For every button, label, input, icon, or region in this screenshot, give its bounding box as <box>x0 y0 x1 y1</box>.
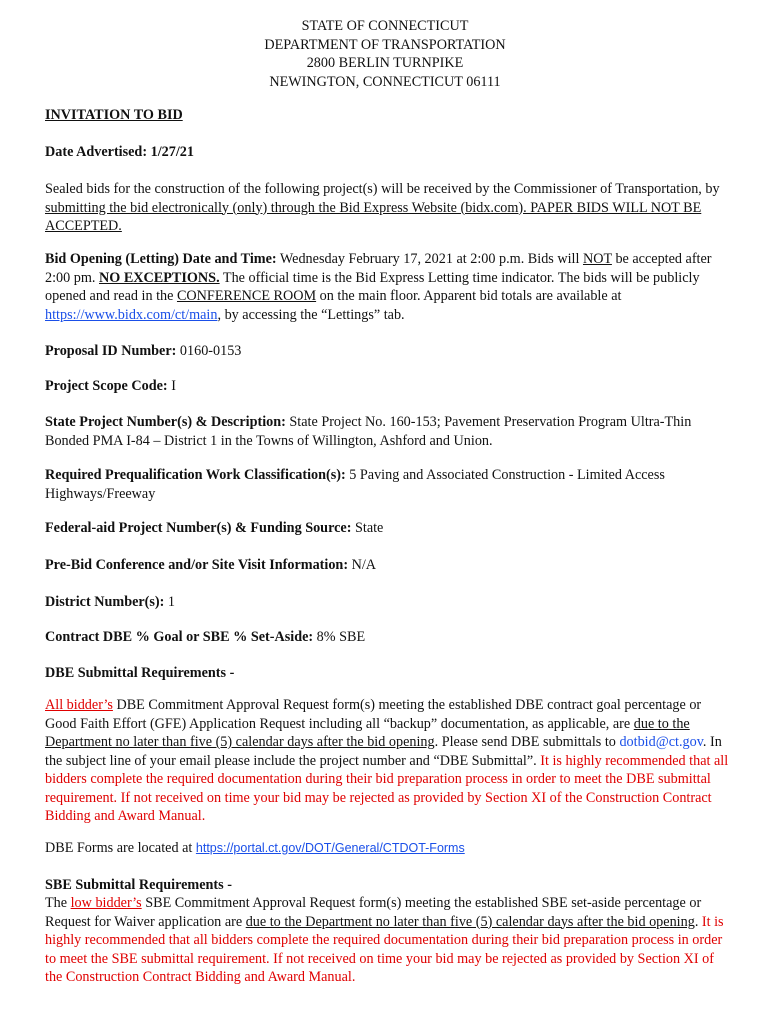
dbe-forms-line: DBE Forms are located at https://portal.ct.gov/DOT/General/CTDOT-Forms <box>45 840 465 856</box>
federal-aid-funding: Federal-aid Project Number(s) & Funding Source: State <box>45 520 384 536</box>
invitation-title: INVITATION TO BID <box>45 107 183 123</box>
state-project-description: State Project Number(s) & Description: State Project No. 160-153; Pavement Preservation Program Ultra-Thin Bonded PMA I-84 – District 1 in the Towns of Willington, Ashford and Union. <box>45 414 692 449</box>
proposal-id: Proposal ID Number: 0160-0153 <box>45 343 242 359</box>
dbe-requirements-paragraph: All bidder’s DBE Commitment Approval Request form(s) meeting the established DBE contract goal percentage or Good Faith Effort (GFE) Application Request including all “backup” documentation, as applicable, are due to the Department no later than five (5) calendar days after the bid opening. Please send DBE submittals to dotbid@ct.gov. In the subject line of your email please include the project number and “DBE Submittal”. It is highly recommended that all bidders complete the required documentation during their bid preparation process in order to meet the DBE submittal requirement. If not received on time your bid may be rejected as provided by Section XI of the Construction Contract Bidding and Award Manual. <box>45 697 729 824</box>
sbe-requirements-paragraph: The low bidder’s SBE Commitment Approval Request form(s) meeting the established SBE set-aside percentage or Request for Waiver application are due to the Department no later than five (5) calendar days after the bid opening. It is highly recommended that all bidders complete the required documentation during their bid preparation process in order to meet the SBE submittal requirement. If not received on time your bid may be rejected as provided by Section XI of the Construction Contract Bidding and Award Manual. <box>45 895 724 985</box>
agency-header <box>0 0 770 91</box>
sealed-bids-paragraph: Sealed bids for the construction of the following project(s) will be received by the Commissioner of Transportation, by submitting the bid electronically (only) through the Bid Express Website (bidx.com). PAPER BIDS WILL NOT BE ACCEPTED. <box>45 181 720 234</box>
sbe-requirements-heading: SBE Submittal Requirements - <box>45 877 232 893</box>
pre-bid-conference: Pre-Bid Conference and/or Site Visit Information: N/A <box>45 557 377 573</box>
date-advertised: Date Advertised: 1/27/21 <box>45 144 194 160</box>
bid-opening-paragraph: Bid Opening (Letting) Date and Time: Wednesday February 17, 2021 at 2:00 p.m. Bids will NOT be accepted after 2:00 pm. NO EXCEPTIONS. The official time is the Bid Express Letting time indicator. The bids will be publicly opened and read in the CONFERENCE ROOM on the main floor. Apparent bid totals are available at https://www.bidx.com/ct/main, by accessing the “Lettings” tab. <box>45 251 712 323</box>
district-number: District Number(s): 1 <box>45 594 176 610</box>
dbe-goal: Contract DBE % Goal or SBE % Set-Aside: 8% SBE <box>45 629 366 645</box>
header-line-state: STATE OF CONNECTICUT <box>301 18 469 34</box>
header-line-department: DEPARTMENT OF TRANSPORTATION <box>264 36 506 53</box>
header-line-city: NEWINGTON, CONNECTICUT 06111 <box>269 73 501 90</box>
ctdot-forms-link[interactable]: https://portal.ct.gov/DOT/General/CTDOT-Forms <box>195 841 465 855</box>
header-line-street: 2800 BERLIN TURNPIKE <box>306 55 464 71</box>
dbe-requirements-heading: DBE Submittal Requirements - <box>45 665 235 681</box>
dotbid-email-link[interactable]: dotbid@ct.gov <box>619 734 703 750</box>
prequalification-classification: Required Prequalification Work Classification(s): 5 Paving and Associated Construction - Limited Access Highways/Freeway <box>45 467 665 502</box>
bidx-lettings-link[interactable]: https://www.bidx.com/ct/main <box>45 306 218 323</box>
project-scope-code: Project Scope Code: I <box>45 378 176 394</box>
